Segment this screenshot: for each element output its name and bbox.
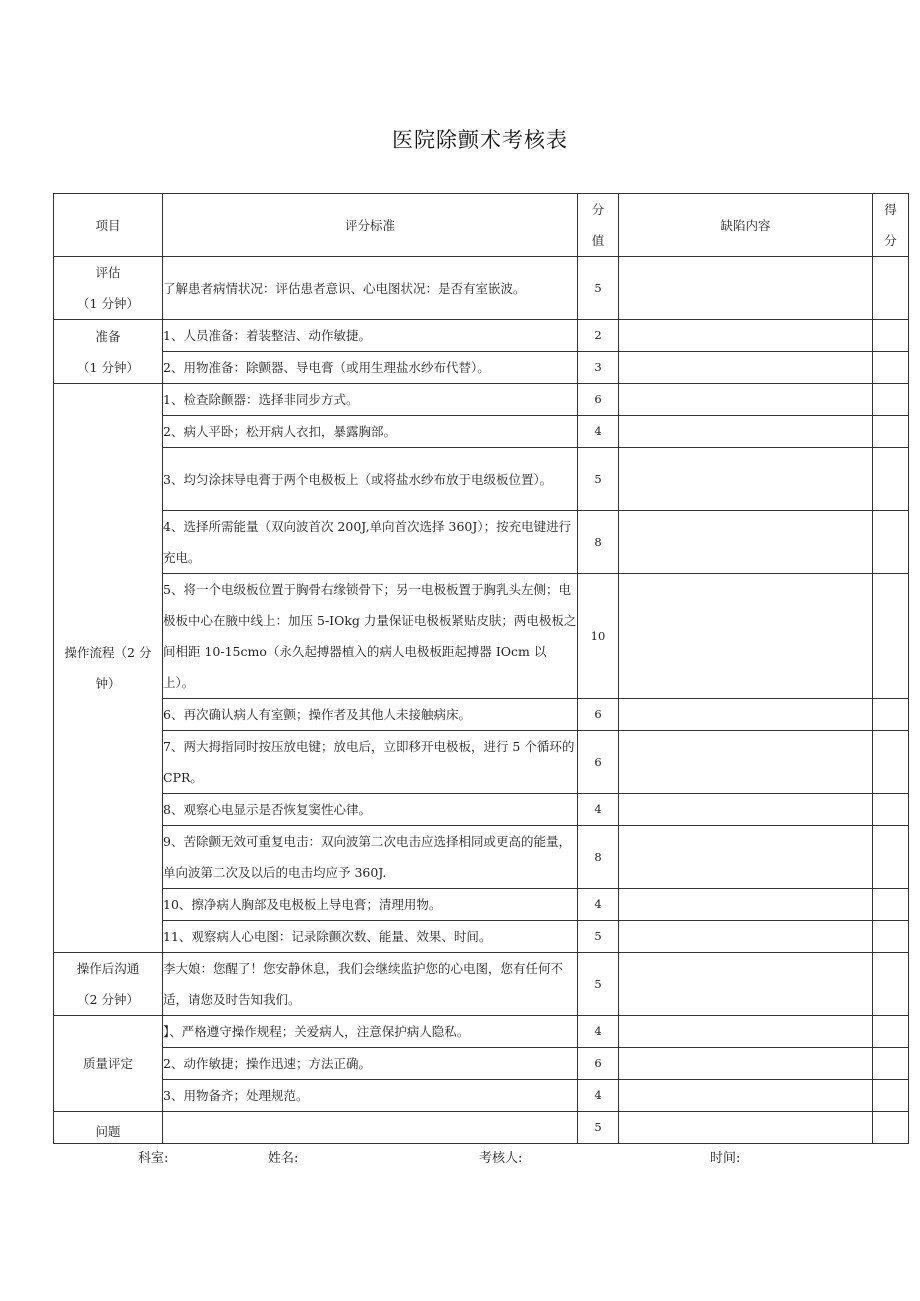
defect-cell (619, 794, 873, 826)
criterion-text: 1、检查除颤器：选择非同步方式。 (163, 384, 578, 416)
score-value: 4 (578, 1080, 619, 1112)
score-value: 5 (578, 257, 619, 320)
table-row (54, 921, 909, 953)
table-row (54, 794, 909, 826)
footer-examiner-label: 考核人: (479, 1151, 523, 1166)
table-row (54, 511, 909, 574)
defect-cell (619, 1016, 873, 1048)
defect-cell (619, 257, 873, 320)
score-value: 4 (578, 794, 619, 826)
criterion-text: 6、再次确认病人有室颤；操作者及其他人未接触病床。 (163, 699, 578, 731)
table-row (54, 953, 909, 1016)
got-cell (873, 574, 909, 699)
table-row (54, 384, 909, 416)
score-value: 8 (578, 511, 619, 574)
defect-cell (619, 826, 873, 889)
got-cell (873, 352, 909, 384)
score-value: 6 (578, 384, 619, 416)
score-value: 4 (578, 889, 619, 921)
score-value: 8 (578, 826, 619, 889)
header-score (578, 194, 619, 257)
got-cell (873, 448, 909, 511)
table-row (54, 448, 909, 511)
criterion-text: 李大娘：您醒了！您安静休息，我们会继续监护您的心电图，您有任何不适，请您及时告知我们。 (163, 953, 578, 1016)
table-row (54, 320, 909, 352)
table-row (54, 731, 909, 794)
score-value: 5 (578, 1112, 619, 1144)
footer-time-label: 时间: (710, 1151, 741, 1166)
defect-cell (619, 731, 873, 794)
got-cell (873, 416, 909, 448)
got-cell (873, 1112, 909, 1144)
table-row (54, 699, 909, 731)
header-got (873, 194, 909, 257)
category-time: （1 分钟） (77, 359, 139, 375)
score-value: 5 (578, 953, 619, 1016)
score-value: 10 (578, 574, 619, 699)
got-cell (873, 921, 909, 953)
got-cell (873, 257, 909, 320)
defect-cell (619, 384, 873, 416)
criterion-text: 8、观察心电显示是否恢复窦性心律。 (163, 794, 578, 826)
defect-cell (619, 953, 873, 1016)
criterion-text: 2、动作敏捷；操作迅速；方法正确。 (163, 1048, 578, 1080)
got-cell (873, 699, 909, 731)
criterion-text: 11、观察病人心电图：记录除颤次数、能量、效果、时间。 (163, 921, 578, 953)
score-value: 3 (578, 352, 619, 384)
page-title: 医院除颤术考核表 (392, 128, 568, 152)
defect-cell (619, 511, 873, 574)
got-cell (873, 1016, 909, 1048)
header-got-bottom: 分 (884, 233, 897, 248)
category-communicate (54, 953, 163, 1016)
footer-name-label: 姓名: (268, 1151, 299, 1166)
table-row (54, 826, 909, 889)
got-cell (873, 1080, 909, 1112)
defect-cell (619, 1048, 873, 1080)
got-cell (873, 384, 909, 416)
got-cell (873, 794, 909, 826)
criterion-text: 3、用物备齐；处理规范。 (163, 1080, 578, 1112)
defect-cell (619, 574, 873, 699)
defect-cell (619, 448, 873, 511)
criterion-text: 3、均匀涂抹导电膏于两个电极板上（或将盐水纱布放于电级板位置）。 (163, 448, 578, 511)
criterion-text: 1、人员准备：着装整洁、动作敏捷。 (163, 320, 578, 352)
score-value: 6 (578, 1048, 619, 1080)
score-value: 2 (578, 320, 619, 352)
criterion-text (163, 1112, 578, 1144)
category-prepare (54, 320, 163, 384)
defect-cell (619, 320, 873, 352)
defect-cell (619, 1112, 873, 1144)
got-cell (873, 511, 909, 574)
table-row (54, 352, 909, 384)
category-time: 钟） (95, 676, 121, 691)
header-item: 项目 (54, 194, 163, 257)
criterion-text: 了解患者病情状况：评估患者意识、心电图状况：是否有室嵌波。 (163, 257, 578, 320)
category-time: （1 分钟） (77, 296, 139, 311)
score-value: 4 (578, 416, 619, 448)
defect-cell (619, 921, 873, 953)
header-score-top: 分 (591, 202, 605, 217)
header-got-top: 得 (884, 202, 897, 217)
category-label: 操作后沟通 (76, 961, 140, 976)
criterion-text: 9、苦除颤无效可重复电击：双向波第二次电击应选择相同或更高的能量，单向波第二次及以后的电击均应予 360J. (163, 826, 578, 889)
table-row (54, 416, 909, 448)
category-assess (54, 257, 163, 320)
header-standard: 评分标准 (163, 194, 578, 257)
category-question: 问题 (54, 1112, 163, 1144)
defect-cell (619, 699, 873, 731)
score-value: 6 (578, 699, 619, 731)
got-cell (873, 889, 909, 921)
criterion-text: 2、用物准备：除颤器、导电膏（或用生理盐水纱布代替）。 (163, 352, 578, 384)
got-cell (873, 320, 909, 352)
criterion-text: 4、选择所需能量（双向波首次 200J,单向首次选择 360J）；按充电键进行充电。 (163, 511, 578, 574)
category-label: 准备 (95, 328, 121, 344)
header-defect: 缺陷内容 (619, 194, 873, 257)
defect-cell (619, 416, 873, 448)
got-cell (873, 953, 909, 1016)
table-row (54, 257, 909, 320)
defect-cell (619, 889, 873, 921)
score-value: 6 (578, 731, 619, 794)
got-cell (873, 1048, 909, 1080)
header-score-bottom: 值 (591, 233, 605, 248)
defect-cell (619, 352, 873, 384)
table-row (54, 1016, 909, 1048)
criterion-text: 7、两大拇指同时按压放电键；放电后，立即移开电极板，进行 5 个循环的 CPR。 (163, 731, 578, 794)
table-row (54, 1112, 909, 1144)
score-value: 5 (578, 448, 619, 511)
category-quality (54, 1016, 163, 1112)
score-value: 5 (578, 921, 619, 953)
criterion-text: 】、严格遵守操作规程；关爱病人，注意保护病人隐私。 (163, 1016, 578, 1048)
category-label: 质量评定 (82, 1056, 133, 1071)
criterion-text: 5、将一个电级板位置于胸骨右缘锁骨下；另一电极板置于胸乳头左侧；电极板中心在腋中线上：加压 5-IOkg 力量保证电极板紧贴皮肤；两电极板之间相距 10-15cmo（永久起搏器植入的病人电极板距起搏器 IOcm 以上）。 (163, 574, 578, 699)
score-value: 4 (578, 1016, 619, 1048)
table-row (54, 1048, 909, 1080)
category-time: （2 分钟） (77, 992, 139, 1007)
category-label: 操作流程（2 分 (64, 645, 152, 660)
table-row (54, 574, 909, 699)
criterion-text: 10、擦净病人胸部及电极板上导电膏；清理用物。 (163, 889, 578, 921)
table-row (54, 889, 909, 921)
assessment-table (53, 193, 909, 1144)
category-label: 评估 (95, 265, 121, 280)
table-row (54, 1080, 909, 1112)
got-cell (873, 826, 909, 889)
footer-dept-label: 科室: (138, 1151, 169, 1166)
category-process (54, 384, 163, 953)
header-row (54, 194, 909, 257)
criterion-text: 2、病人平卧；松开病人衣扣，暴露胸部。 (163, 416, 578, 448)
got-cell (873, 731, 909, 794)
defect-cell (619, 1080, 873, 1112)
